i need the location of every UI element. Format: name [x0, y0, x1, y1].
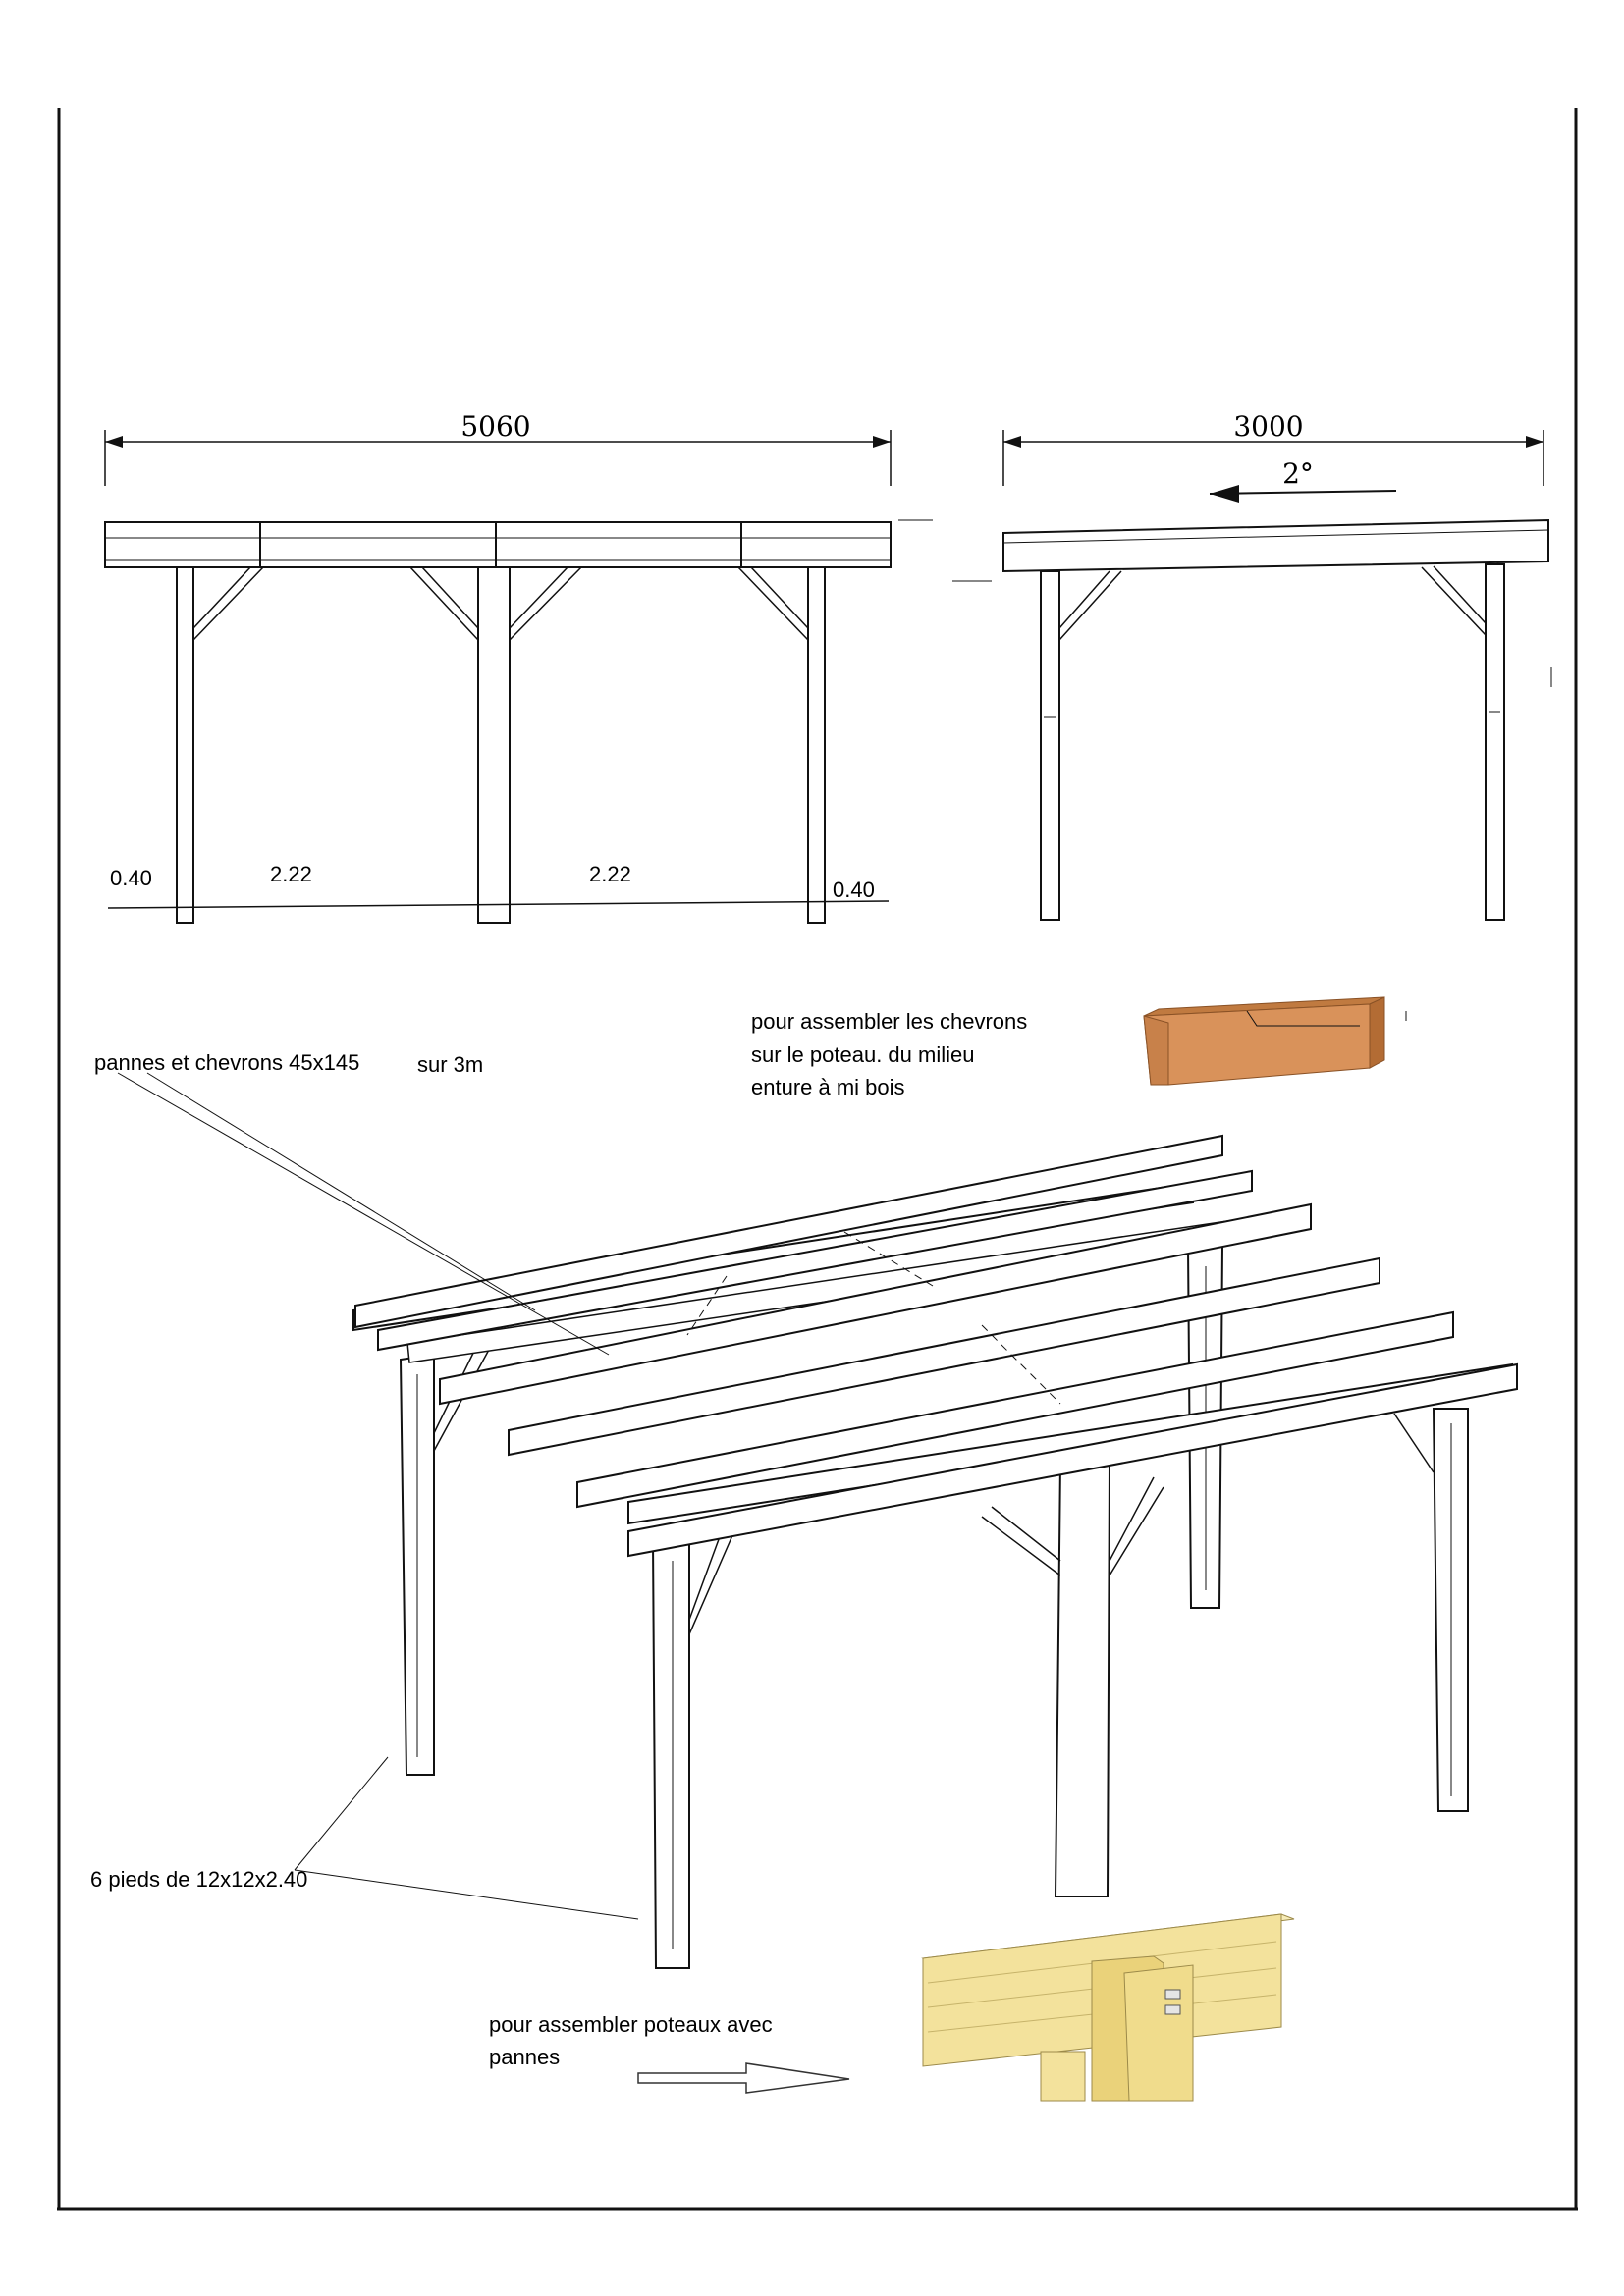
front-width-label: 5060 — [460, 410, 531, 443]
perspective-view — [118, 1073, 1517, 1968]
svg-text:pannes: pannes — [489, 2045, 561, 2069]
svg-text:sur le poteau. du milieu: sur le poteau. du milieu — [751, 1042, 975, 1067]
note-purlins-rafters: pannes et chevrons 45x145 — [94, 1050, 360, 1075]
span-right-bay: 2.22 — [589, 862, 631, 886]
slope-indicator — [1210, 457, 1396, 503]
front-view — [105, 410, 933, 923]
svg-text:pour assembler les chevrons: pour assembler les chevrons — [751, 1009, 1028, 1034]
note-chevrons-lap-joint — [751, 1009, 1027, 1099]
slope-label: 2° — [1282, 457, 1314, 490]
note-posts: 6 pieds de 12x12x2.40 — [90, 1867, 308, 1892]
note-purlins-rafters-length: sur 3m — [417, 1052, 484, 1077]
sheet-frame — [57, 108, 1578, 2209]
svg-text:pour assembler poteaux avec: pour assembler poteaux avec — [489, 2012, 773, 2037]
side-view — [952, 410, 1551, 920]
span-right-overhang: 0.40 — [833, 878, 875, 902]
assembly-arrow — [638, 2063, 849, 2093]
side-depth-label: 3000 — [1233, 410, 1304, 443]
perspective-rafters — [355, 1136, 1517, 1556]
note-posts-assembly — [489, 2012, 773, 2069]
span-left-overhang: 0.40 — [110, 866, 152, 890]
side-depth-dimension — [1003, 410, 1543, 486]
svg-text:enture à mi bois: enture à mi bois — [751, 1075, 905, 1099]
front-width-dimension — [105, 410, 891, 486]
lap-joint-illustration — [1144, 997, 1406, 1085]
span-left-bay: 2.22 — [270, 862, 312, 886]
post-beam-illustration — [923, 1914, 1294, 2101]
